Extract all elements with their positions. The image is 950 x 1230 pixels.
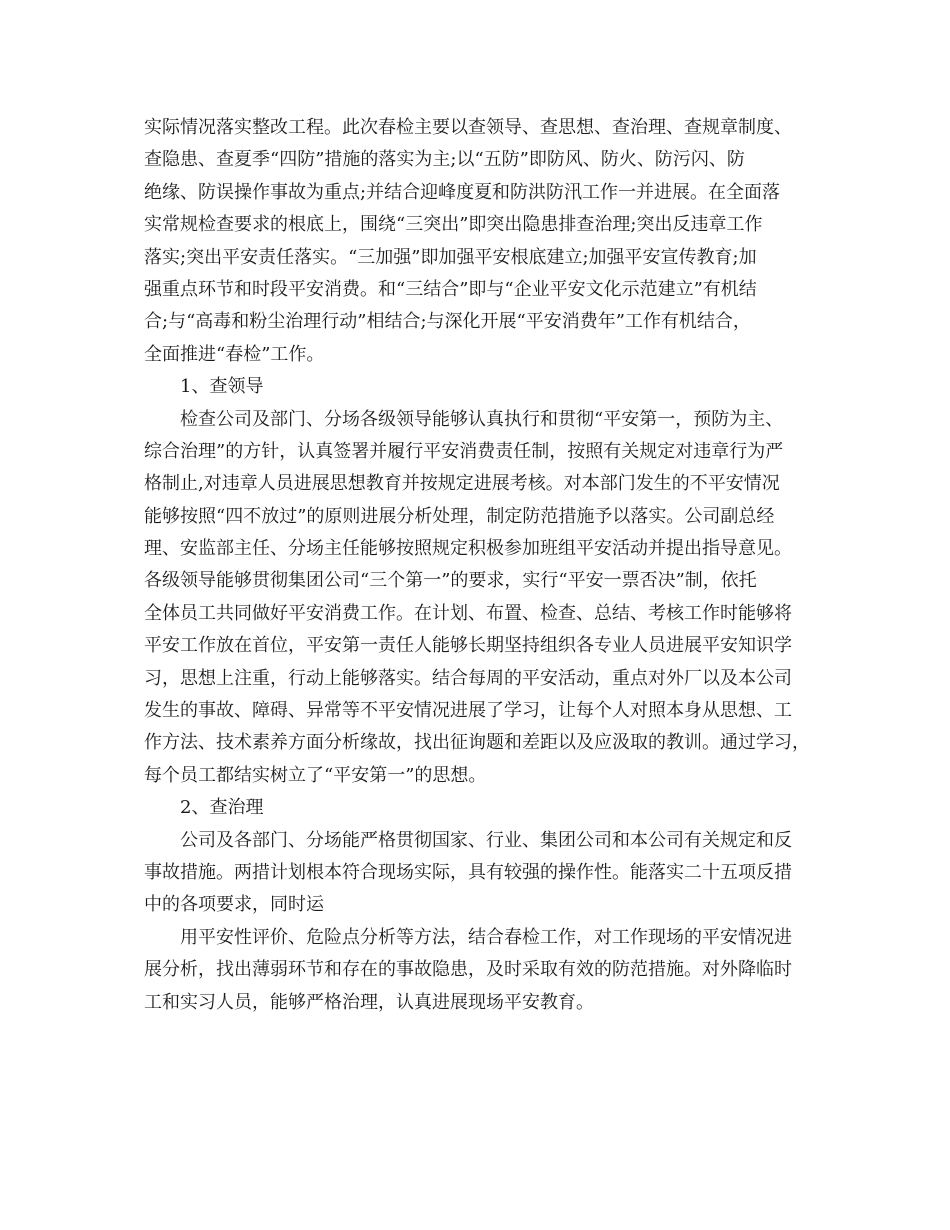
- text-line: 全面推进“春检”工作。: [144, 343, 325, 365]
- text-line: 事故措施。两措计划根本符合现场实际，具有较强的操作性。能落实二十五项反措: [144, 861, 792, 883]
- text-line: 综合治理”的方针，认真签署并履行平安消费责任制，按照有关规定对违章行为严: [144, 440, 784, 462]
- text-line: 作方法、技术素养方面分析缘故，找出征询题和差距以及应汲取的教训。通过学习，: [144, 732, 810, 754]
- paragraph: [144, 404, 824, 793]
- text-line: 每个员工都结实树立了“平安第一”的思想。: [144, 764, 487, 786]
- text-line: 平安工作放在首位，平安第一责任人能够长期坚持组织各专业人员进展平安知识学: [144, 635, 792, 657]
- text-line: 能够按照“四不放过”的原则进展分析处理，制定防范措施予以落实。公司副总经: [144, 505, 775, 527]
- text-line: 用平安性评价、危险点分析等方法，结合春检工作，对工作现场的平安情况进: [180, 926, 792, 948]
- paragraph: [144, 112, 824, 371]
- text-line: 落实;突出平安责任落实。“三加强”即加强平安根底建立;加强平安宣传教育;加: [144, 246, 757, 268]
- paragraph: [144, 825, 824, 922]
- heading-text: 1、查领导: [180, 376, 264, 398]
- text-line: 中的各项要求，同时运: [144, 894, 324, 916]
- text-line: 查隐患、查夏季“四防”措施的落实为主;以“五防”即防风、防火、防污闪、防: [144, 149, 745, 171]
- text-line: 实际情况落实整改工程。此次春检主要以查领导、查思想、查治理、查规章制度、: [144, 117, 792, 138]
- text-line: 实常规检查要求的根底上，围绕“三突出”即突出隐患排查治理;突出反违章工作: [144, 214, 763, 236]
- text-line: 检查公司及部门、分场各级领导能够认真执行和贯彻“平安第一，预防为主、: [180, 408, 784, 430]
- text-line: 发生的事故、障碍、异常等不平安情况进展了学习，让每个人对照本身从思想、工: [144, 700, 792, 722]
- section-heading: [144, 792, 824, 824]
- text-line: 习，思想上注重，行动上能够落实。结合每周的平安活动，重点对外厂以及本公司: [144, 667, 792, 689]
- text-line: 各级领导能够贯彻集团公司“三个第一”的要求，实行“平安一票否决”制，依托: [144, 570, 757, 592]
- text-line: 格制止,对违章人员进展思想教育并按规定进展考核。对本部门发生的不平安情况: [144, 473, 780, 495]
- text-line: 展分析，找出薄弱环节和存在的事故隐患，及时采取有效的防范措施。对外降临时: [144, 959, 792, 981]
- text-line: 公司及各部门、分场能严格贯彻国家、行业、集团公司和本公司有关规定和反: [180, 829, 792, 851]
- text-line: 理、安监部主任、分场主任能够按照规定积极参加班组平安活动并提出指导意见。: [144, 538, 792, 560]
- text-line: 工和实习人员，能够严格治理，认真进展现场平安教育。: [144, 991, 594, 1013]
- paragraph: [144, 922, 824, 1019]
- section-heading: [144, 371, 824, 403]
- document-body: [144, 112, 824, 1019]
- text-line: 绝缘、防误操作事故为重点;并结合迎峰度夏和防洪防汛工作一并进展。在全面落: [144, 181, 781, 203]
- text-line: 合;与“高毒和粉尘治理行动”相结合;与深化开展“平安消费年”工作有机结合，: [144, 311, 751, 333]
- heading-text: 2、查治理: [180, 797, 264, 819]
- text-line: 强重点环节和时段平安消费。和“三结合”即与“企业平安文化示范建立”有机结: [144, 278, 757, 300]
- text-line: 全体员工共同做好平安消费工作。在计划、布置、检查、总结、考核工作时能够将: [144, 602, 792, 624]
